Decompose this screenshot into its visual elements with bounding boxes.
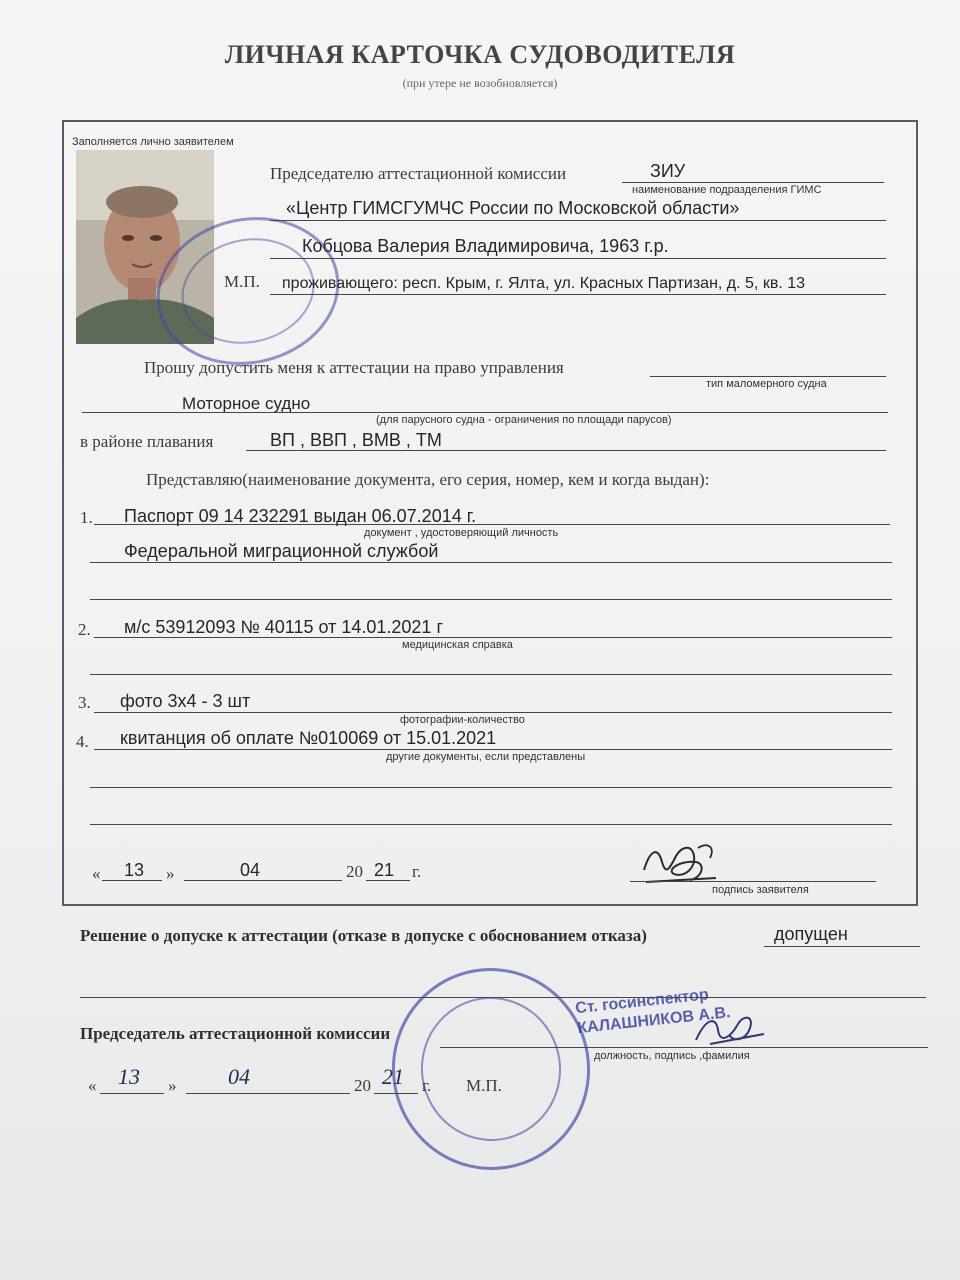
addressee-underline: [622, 182, 884, 183]
decision-value: допущен: [774, 924, 848, 944]
document-subtitle: (при утере не возобновляется): [402, 76, 558, 90]
vessel-type-underline: [650, 376, 886, 377]
doc-3-underline: [94, 712, 892, 713]
decision-date-day: 13: [118, 1064, 140, 1089]
chair-signature: [690, 1010, 770, 1050]
doc-3-caption: фотографии-количество: [400, 714, 525, 726]
filled-by-note: Заполняется лично заявителем: [72, 136, 234, 148]
date-month-underline: [184, 880, 342, 881]
document-title: ЛИЧНАЯ КАРТОЧКА СУДОВОДИТЕЛЯ: [224, 40, 736, 69]
addressee-caption: наименование подразделения ГИМС: [632, 184, 822, 196]
signature-caption: подпись заявителя: [712, 884, 809, 896]
doc-2-value: м/с 53912093 № 40115 от 14.01.2021 г: [124, 617, 444, 637]
mp-mark-bottom: М.П.: [466, 1076, 502, 1095]
stamp-bottom-inner-ring: [412, 988, 571, 1150]
date-year-prefix: 20: [346, 862, 363, 881]
doc-1-caption: документ , удостоверяющий личность: [364, 527, 559, 539]
date-day: 13: [124, 860, 145, 880]
decision-date-month: 04: [228, 1064, 250, 1089]
addressee-label: Председателю аттестационной комиссии: [270, 164, 567, 183]
area-label: в районе плавания: [80, 432, 214, 451]
doc-4-blank-line-2: [90, 824, 892, 825]
doc-3-number: 3.: [78, 693, 91, 712]
doc-2-caption: медицинская справка: [402, 639, 513, 651]
date-year-suffix: 21: [374, 860, 395, 880]
documents-intro: Представляю(наименование документа, его серия, номер, кем и когда выдан):: [146, 470, 710, 489]
decision-underline: [764, 946, 920, 947]
decision-date-close-quote: »: [168, 1076, 177, 1095]
doc-1-blank-line: [90, 599, 892, 600]
addressee-value: ЗИУ: [650, 161, 686, 181]
address-underline: [270, 294, 886, 295]
org-underline: [270, 220, 886, 221]
doc-4-underline: [94, 749, 892, 750]
decision-date-open-quote: «: [88, 1076, 97, 1095]
date-open-quote: «: [92, 864, 101, 883]
date-day-underline: [102, 880, 162, 881]
vessel-underline: [82, 412, 888, 413]
vessel-type-value: Моторное судно: [182, 394, 311, 413]
doc-4-blank-line-1: [90, 787, 892, 788]
decision-year-suffix: 21: [382, 1064, 404, 1089]
doc-3-value: фото 3х4 - 3 шт: [120, 691, 251, 711]
decision-year-prefix: 20: [354, 1076, 371, 1095]
decision-year-underline: [374, 1093, 418, 1094]
area-underline: [246, 450, 886, 451]
doc-2-underline: [94, 637, 892, 638]
doc-4-value: квитанция об оплате №010069 от 15.01.2021: [120, 728, 497, 748]
chair-underline: [440, 1047, 928, 1048]
mp-mark-top: М.П.: [224, 272, 260, 291]
chair-caption: должность, подпись ,фамилия: [594, 1050, 750, 1062]
addressee-org: «Центр ГИМСГУМЧС России по Московской области»: [286, 198, 740, 218]
chair-label: Председатель аттестационной комиссии: [80, 1024, 391, 1043]
doc-1-number: 1.: [80, 508, 93, 527]
sail-caption: (для парусного судна - ограничения по площади парусов): [376, 414, 672, 426]
date-g: г.: [412, 862, 422, 881]
stamp-bottom: [379, 955, 603, 1183]
doc-4-caption: другие документы, если представлены: [386, 751, 586, 763]
date-close-quote: »: [166, 864, 175, 883]
applicant-name: Кобцова Валерия Владимировича, 1963 г.р.: [302, 236, 669, 256]
vessel-type-caption: тип маломерного судна: [706, 378, 827, 390]
doc-4-number: 4.: [76, 732, 89, 751]
signature-underline: [630, 881, 876, 882]
date-month: 04: [240, 860, 261, 880]
doc-2-blank-line: [90, 674, 892, 675]
doc-1-extra-underline: [90, 562, 892, 563]
official-stamp: Ст. госинспектор КАЛАШНИКОВ А.В.: [574, 986, 732, 1038]
applicant-address: проживающего: респ. Крым, г. Ялта, ул. Красных Партизан, д. 5, кв. 13: [282, 275, 806, 292]
area-value: ВП , ВВП , ВМВ , ТМ: [270, 430, 442, 450]
doc-1-extra: Федеральной миграционной службой: [124, 541, 439, 561]
decision-label: Решение о допуске к аттестации (отказе в допуске с обоснованием отказа): [80, 926, 647, 945]
doc-1-value: Паспорт 09 14 232291 выдан 06.07.2014 г.: [124, 506, 477, 526]
doc-1-underline: [94, 524, 890, 525]
date-year-underline: [366, 880, 410, 881]
decision-day-underline: [100, 1093, 164, 1094]
decision-month-underline: [186, 1093, 350, 1094]
request-label: Прошу допустить меня к аттестации на право управления: [144, 358, 564, 377]
name-underline: [270, 258, 886, 259]
decision-g: г.: [422, 1076, 432, 1095]
doc-2-number: 2.: [78, 620, 91, 639]
